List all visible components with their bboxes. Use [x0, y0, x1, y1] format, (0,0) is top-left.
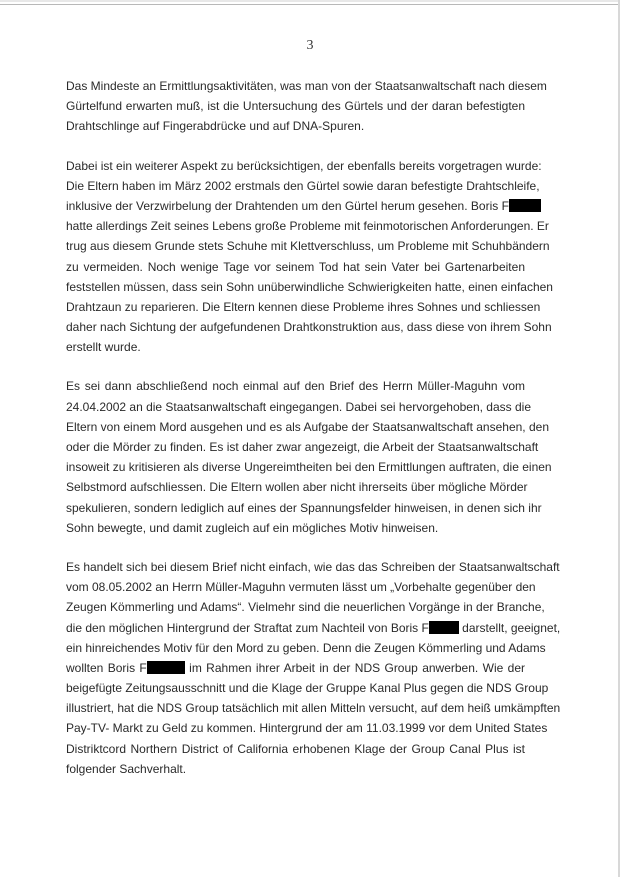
- text-line: Sohn bewegte, und damit zugleich auf ein mögliches Motiv hinweisen.: [66, 520, 439, 535]
- paragraph-1: [66, 76, 547, 137]
- text-line: erstellt wurde.: [66, 340, 141, 355]
- text-segment: die den möglichen Hintergrund der Straftat zum Nachteil von Boris F: [66, 620, 429, 635]
- text-line: Es handelt sich bei diesem Brief nicht einfach, wie das das Schreiben der Staatsanwaltschaft: [66, 559, 560, 574]
- text-line: Distriktcord Northern District of California erhobenen Klage der Group Canal Plus ist: [66, 741, 525, 756]
- text-line: Zeugen Kömmerling und Adams“. Vielmehr sind die neuerlichen Vorgänge in der Branche,: [66, 600, 545, 615]
- text-line: Drahtzaun zu reparieren. Die Eltern kennen diese Probleme ihres Sohnes und schliessen: [66, 299, 541, 314]
- scan-edge-top: [0, 0, 620, 2]
- text-line: folgender Sachverhalt.: [66, 761, 187, 776]
- text-line: ein hinreichendes Motiv für den Mord zu geben. Denn die Zeugen Kömmerling und Adams: [66, 640, 546, 655]
- text-line-with-redaction: [66, 618, 561, 638]
- text-line: vom 08.05.2002 an Herrn Müller-Maguhn vermuten lässt um „Vorbehalte gegenüber den: [66, 580, 536, 595]
- text-line: Drahtschlinge auf Fingerabdrücke und auf DNA-Spuren.: [66, 119, 365, 134]
- text-line: 24.04.2002 an die Staatsanwaltschaft eingegangen. Dabei sei hervorgehoben, dass die: [66, 399, 532, 414]
- text-line: Gürtelfund erwarten muß, ist die Untersuchung des Gürtels und der daran befestigten: [66, 99, 525, 114]
- text-line: beigefügte Zeitungsausschnitt und die Klage der Gruppe Kanal Plus gegen die NDS Group: [66, 681, 549, 696]
- text-line: spekulieren, sondern lediglich auf eines der Spannungsfelder hinweisen, in denen sich ihr: [66, 500, 542, 515]
- text-line: daher nach Sichtung der aufgefundenen Drahtkonstruktion aus, dass diese von ihrem Sohn: [66, 320, 552, 335]
- text-line: Es sei dann abschließend noch einmal auf den Brief des Herrn Müller-Maguhn vom: [66, 379, 525, 394]
- text-segment: darstellt, geeignet,: [458, 620, 561, 635]
- text-line: Selbstmord aufschliessen. Die Eltern wollen aber nicht ihrerseits über mögliche Mörder: [66, 480, 528, 495]
- redaction-box: [509, 199, 541, 212]
- paragraph-3: [66, 376, 552, 538]
- text-segment: im Rahmen ihrer Arbeit in der NDS Group anwerben. Wie der: [184, 660, 525, 675]
- text-line: feststellen müssen, dass sein Sohn unüberwindliche Schwierigkeiten hatte, einen einfachen: [66, 279, 553, 294]
- text-line: Pay-TV- Markt zu Geld zu kommen. Hintergrund der am 11.03.1999 vor dem United States: [66, 721, 548, 736]
- page-number: 3: [306, 38, 314, 53]
- document-body: [66, 76, 561, 779]
- text-line-with-redaction: [66, 658, 525, 678]
- text-line: Die Eltern haben im März 2002 erstmals den Gürtel sowie daran befestigte Drahtschleife,: [66, 178, 540, 193]
- paragraph-4: [66, 557, 561, 779]
- redaction-box: [429, 621, 459, 634]
- text-line: Das Mindeste an Ermittlungsaktivitäten, was man von der Staatsanwaltschaft nach diesem: [66, 79, 547, 93]
- text-line: Eltern von einem Mord ausgehen und es als Aufgabe der Staatsanwaltschaft ansehen, den: [66, 419, 549, 434]
- text-line: hatte allerdings Zeit seines Lebens große Probleme mit feinmotorischen Anforderungen. Er: [66, 219, 549, 234]
- text-segment: inklusive der Verzwirbelung der Drahtenden um den Gürtel herum gesehen. Boris F: [66, 198, 509, 213]
- text-line: Dabei ist ein weiterer Aspekt zu berücksichtigen, der ebenfalls bereits vorgetragen wurde:: [66, 158, 542, 173]
- text-line-with-redaction: [66, 196, 525, 216]
- paragraph-2: [66, 156, 553, 358]
- text-line: oder die Mörder zu finden. Es ist daher zwar angezeigt, die Arbeit der Staatsanwaltschaft: [66, 440, 539, 454]
- text-line: zu vermeiden. Noch wenige Tage vor seinem Tod hat sein Vater bei Gartenarbeiten: [66, 259, 525, 274]
- text-line: trug aus diesem Grunde stets Schuhe mit Klettverschluss, um Probleme mit Schuhbändern: [66, 239, 550, 254]
- scan-edge-line: [0, 4, 620, 5]
- text-line: insoweit zu kritisieren als diverse Ungereimtheiten bei den Ermittlungen auftraten, die einen: [66, 460, 552, 475]
- text-segment: wollten Boris F: [66, 660, 147, 675]
- text-line: illustriert, hat die NDS Group tatsächlich mit allen Mitteln versucht, auf dem heiß umkämpften: [66, 701, 561, 716]
- redaction-box: [147, 661, 185, 674]
